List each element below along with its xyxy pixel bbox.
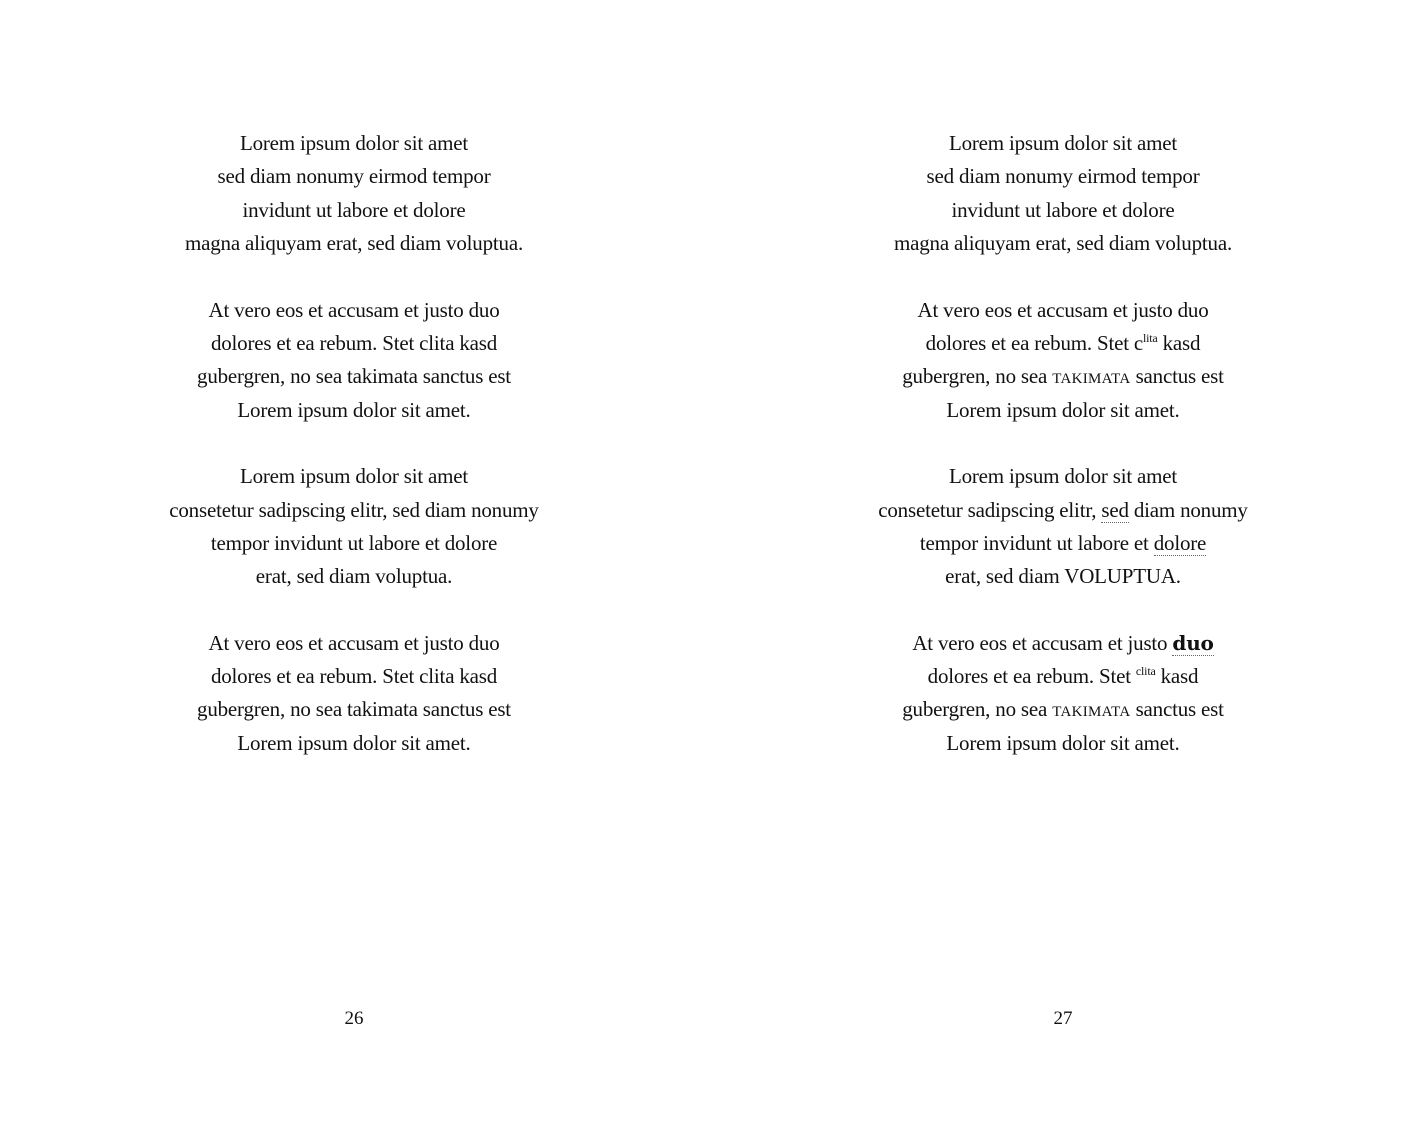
verse-line: consetetur sadipscing elitr, sed diam nonumy (169, 497, 539, 522)
verse-line: sed diam nonumy eirmod tempor (926, 164, 1200, 189)
verse-line: Lorem ipsum dolor sit amet. (946, 397, 1180, 422)
small-caps-text: takimata (1052, 364, 1131, 389)
verse-line: Lorem ipsum dolor sit amet (239, 464, 469, 489)
page-number: 27 (1053, 1008, 1073, 1029)
stanza (0, 460, 708, 594)
verse-line: Lorem ipsum dolor sit amet (948, 464, 1178, 489)
verse-line: magna aliquyam erat, sed diam voluptua. (893, 231, 1232, 256)
verse-line: invidunt ut labore et dolore (951, 197, 1175, 222)
verse-line: Lorem ipsum dolor sit amet. (237, 397, 471, 422)
verse-line: dolores et ea rebum. Stet clita kasd (210, 330, 498, 355)
verse-line: Lorem ipsum dolor sit amet (948, 131, 1178, 155)
verse-line (709, 494, 1417, 527)
text-run: kasd (1155, 664, 1199, 689)
superscript-text: clita (1135, 664, 1156, 679)
verse-line (709, 360, 1417, 393)
page-number: 26 (344, 1008, 364, 1029)
verse-line (709, 327, 1417, 360)
verse-line (709, 693, 1417, 726)
verse-line: erat, sed diam voluptua. (255, 564, 453, 589)
verse-line (709, 627, 1417, 660)
text-run: sanctus est (1130, 697, 1224, 722)
verse-line: Lorem ipsum dolor sit amet. (946, 730, 1180, 755)
verse-line: At vero eos et accusam et justo duo (208, 297, 500, 322)
text-run: gubergren, no sea (902, 697, 1053, 722)
text-run: consetetur sadipscing elitr, (878, 497, 1102, 522)
verse-line: Lorem ipsum dolor sit amet. (237, 730, 471, 755)
right-page (709, 0, 1417, 1122)
small-caps-text: takimata (1052, 697, 1131, 722)
text-run: At vero eos et accusam et justo (912, 630, 1173, 655)
stanza (0, 294, 708, 428)
verse-line: tempor invidunt ut labore et dolore (210, 530, 498, 555)
verse-line (709, 527, 1417, 560)
text-run: gubergren, no sea (902, 364, 1053, 389)
stanza (709, 127, 1417, 261)
underlined-text: dolore (1153, 530, 1207, 555)
text-run: diam nonumy (1128, 497, 1248, 522)
stanza (0, 627, 708, 761)
text-run: tempor invidunt ut labore et (919, 530, 1154, 555)
verse-line: gubergren, no sea takimata sanctus est (197, 364, 511, 389)
text-run: dolores et ea rebum. Stet c (925, 330, 1144, 355)
verse-line (709, 660, 1417, 693)
stanza (709, 294, 1417, 428)
right-page-text (709, 127, 1417, 793)
left-page-text (0, 127, 708, 793)
verse-line: At vero eos et accusam et justo duo (917, 297, 1209, 322)
verse-line: Lorem ipsum dolor sit amet (239, 131, 469, 155)
left-page (0, 0, 708, 1122)
stanza (709, 627, 1417, 761)
verse-line: dolores et ea rebum. Stet clita kasd (210, 664, 498, 689)
stanza (0, 127, 708, 261)
verse-line: magna aliquyam erat, sed diam voluptua. (184, 231, 523, 256)
text-run: kasd (1157, 330, 1201, 355)
underlined-text: sed (1101, 497, 1129, 522)
text-run: sanctus est (1130, 364, 1224, 389)
verse-line: sed diam nonumy eirmod tempor (217, 164, 491, 189)
verse-line: gubergren, no sea takimata sanctus est (197, 697, 511, 722)
text-run: dolores et ea rebum. Stet (927, 664, 1136, 689)
stanza (709, 460, 1417, 594)
verse-line: erat, sed diam VOLUPTUA. (945, 564, 1181, 589)
verse-line: invidunt ut labore et dolore (242, 197, 466, 222)
superscript-text: lita (1143, 330, 1158, 345)
bold-text: duo (1172, 630, 1214, 655)
verse-line: At vero eos et accusam et justo duo (208, 630, 500, 655)
